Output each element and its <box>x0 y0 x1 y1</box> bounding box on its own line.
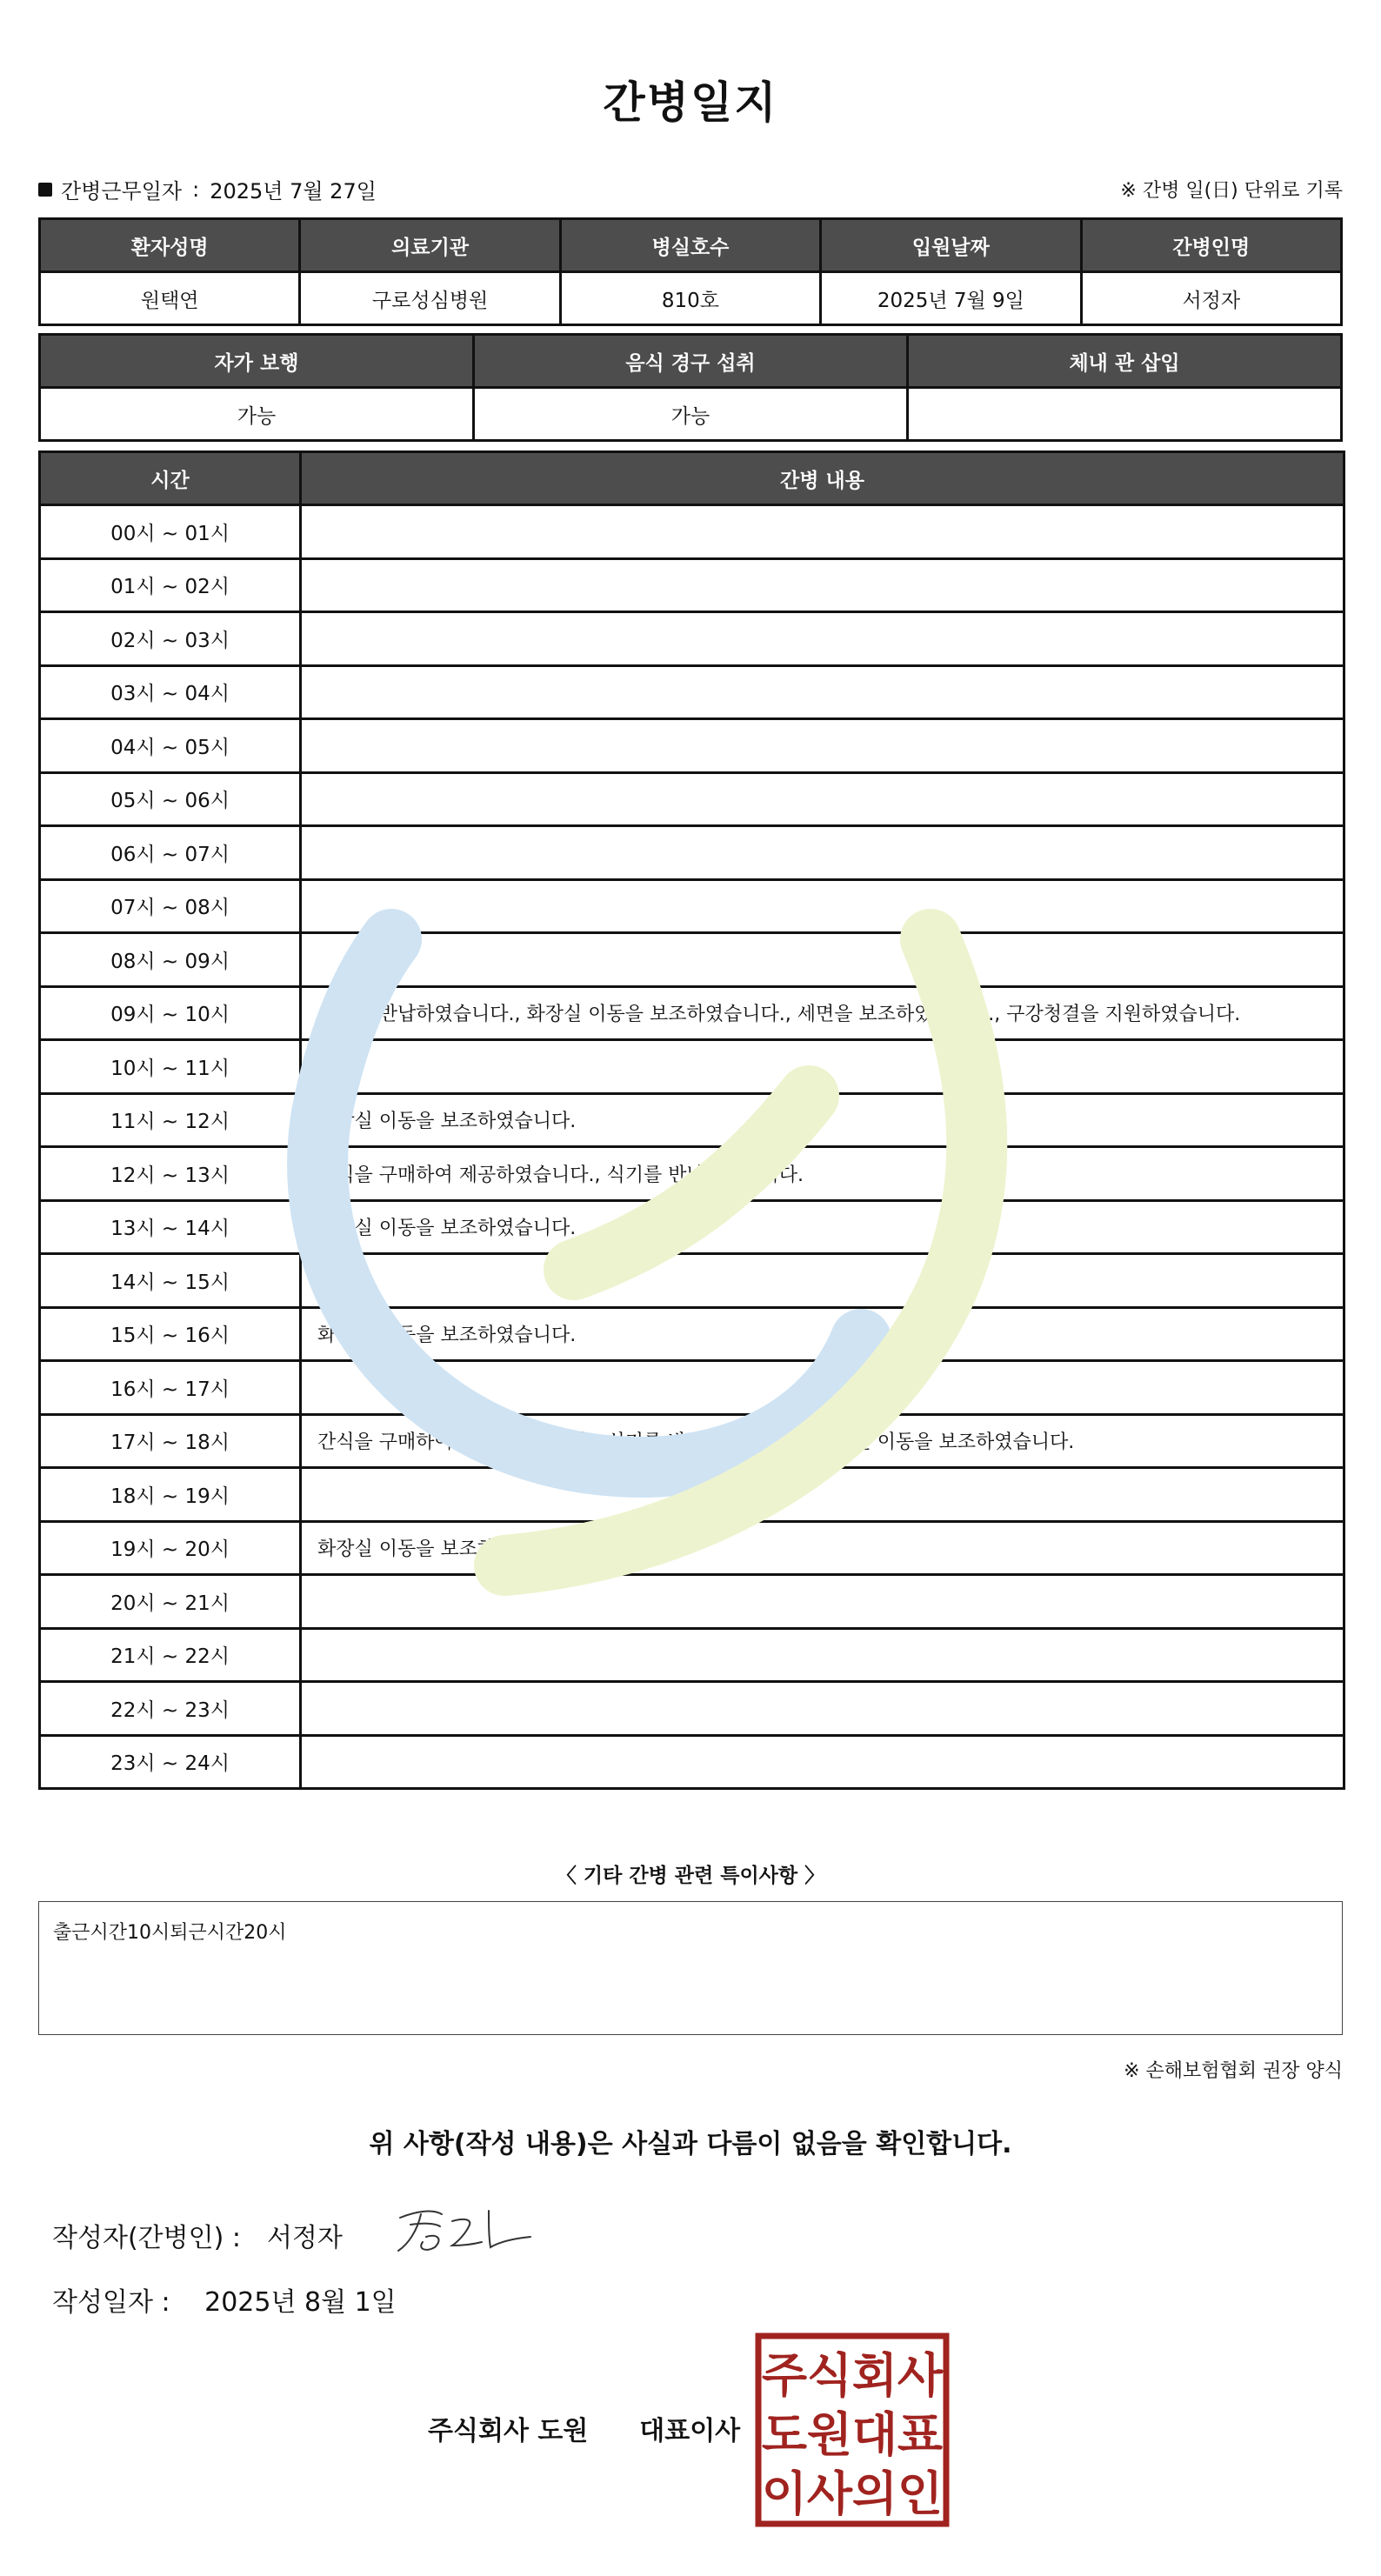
schedule-time: 05시 ~ 06시 <box>40 772 301 826</box>
schedule-time: 23시 ~ 24시 <box>40 1735 301 1789</box>
patient-status-header-row <box>40 335 1342 388</box>
written-date-value: 2025년 8월 1일 <box>204 2287 397 2318</box>
schedule-content <box>301 826 1344 880</box>
schedule-row <box>40 612 1344 666</box>
seal-character: 주 <box>761 2348 808 2403</box>
schedule-row <box>40 772 1344 826</box>
schedule-body <box>40 505 1344 1789</box>
work-date-separator: : <box>192 177 200 202</box>
schedule-row <box>40 665 1344 719</box>
patient-name: 원택연 <box>40 272 300 325</box>
schedule-time: 04시 ~ 05시 <box>40 719 301 773</box>
schedule-row <box>40 1307 1344 1361</box>
handwritten-signature-icon <box>391 2199 539 2259</box>
schedule-time: 09시 ~ 10시 <box>40 986 301 1040</box>
schedule-time: 11시 ~ 12시 <box>40 1093 301 1147</box>
written-date-row <box>52 2280 397 2319</box>
schedule-content <box>301 933 1344 987</box>
record-unit-note: ※ 간병 일(日) 단위로 기록 <box>1120 180 1343 202</box>
header-self-walking: 자가 보행 <box>40 335 474 388</box>
schedule-row <box>40 1468 1344 1522</box>
schedule-content <box>301 1682 1344 1736</box>
schedule-time: 18시 ~ 19시 <box>40 1468 301 1522</box>
schedule-row <box>40 879 1344 933</box>
schedule-row <box>40 719 1344 773</box>
schedule-row <box>40 1361 1344 1415</box>
schedule-row <box>40 1682 1344 1736</box>
room-number: 810호 <box>560 272 820 325</box>
company-seal-stamp-icon <box>755 2332 950 2527</box>
schedule-content <box>301 558 1344 612</box>
self-walking-value: 가능 <box>40 388 474 441</box>
schedule-row <box>40 933 1344 987</box>
schedule-content <box>301 1628 1344 1682</box>
schedule-time: 22시 ~ 23시 <box>40 1682 301 1736</box>
seal-character: 사 <box>897 2348 944 2403</box>
schedule-content <box>301 612 1344 666</box>
schedule-content: 간식을 구매하여 제공하였습니다., 식기를 반납하였습니다. <box>301 1147 1344 1201</box>
schedule-row <box>40 1575 1344 1629</box>
schedule-time: 20시 ~ 21시 <box>40 1575 301 1629</box>
hospital: 구로성심병원 <box>300 272 560 325</box>
patient-status-table <box>38 333 1343 442</box>
seal-character: 사 <box>806 2466 853 2521</box>
writer-label: 작성자(간병인) : <box>52 2223 241 2253</box>
special-notes-content: 출근시간10시퇴근시간20시 <box>53 1922 287 1944</box>
schedule-time: 12시 ~ 13시 <box>40 1147 301 1201</box>
written-date-label: 작성일자 : <box>52 2287 170 2318</box>
schedule-time: 17시 ~ 18시 <box>40 1414 301 1468</box>
writer-row <box>52 2216 343 2254</box>
seal-character: 원 <box>806 2407 853 2462</box>
schedule-time: 15시 ~ 16시 <box>40 1307 301 1361</box>
schedule-header-row <box>40 452 1344 505</box>
schedule-row <box>40 558 1344 612</box>
schedule-row <box>40 1200 1344 1254</box>
writer-name: 서정자 <box>266 2223 343 2253</box>
schedule-time: 08시 ~ 09시 <box>40 933 301 987</box>
oral-intake-value: 가능 <box>474 388 908 441</box>
schedule-time: 10시 ~ 11시 <box>40 1040 301 1094</box>
schedule-time: 13시 ~ 14시 <box>40 1200 301 1254</box>
header-room-number: 병실호수 <box>560 219 820 272</box>
schedule-content <box>301 665 1344 719</box>
tube-insertion-value <box>908 388 1342 441</box>
confirmation-statement: 위 사항(작성 내용)은 사실과 다름이 없음을 확인합니다. <box>369 2129 1012 2159</box>
schedule-row <box>40 1735 1344 1789</box>
schedule-time: 01시 ~ 02시 <box>40 558 301 612</box>
schedule-row <box>40 1254 1344 1308</box>
header-caregiver-name: 간병인명 <box>1081 219 1341 272</box>
patient-info-value-row <box>40 272 1342 325</box>
schedule-time: 03시 ~ 04시 <box>40 665 301 719</box>
schedule-row <box>40 505 1344 559</box>
caregiver-name: 서정자 <box>1081 272 1341 325</box>
schedule-time: 16시 ~ 17시 <box>40 1361 301 1415</box>
patient-status-value-row <box>40 388 1342 441</box>
schedule-row <box>40 1147 1344 1201</box>
care-schedule-table <box>38 450 1345 1790</box>
schedule-content: 식기를 반납하였습니다., 화장실 이동을 보조하였습니다., 세면을 보조하였습니다., 구강청결을 지원하였습니다. <box>301 986 1344 1040</box>
schedule-content <box>301 772 1344 826</box>
seal-character: 의 <box>851 2466 898 2521</box>
schedule-content <box>301 1735 1344 1789</box>
schedule-time: 21시 ~ 22시 <box>40 1628 301 1682</box>
schedule-time: 14시 ~ 15시 <box>40 1254 301 1308</box>
bullet-square-icon <box>38 183 52 197</box>
schedule-content: 화장실 이동을 보조하였습니다. <box>301 1521 1344 1575</box>
schedule-content: 화장실 이동을 보조하였습니다. <box>301 1093 1344 1147</box>
schedule-content <box>301 505 1344 559</box>
header-hospital: 의료기관 <box>300 219 560 272</box>
seal-character: 인 <box>897 2466 944 2521</box>
schedule-row <box>40 1521 1344 1575</box>
schedule-time: 07시 ~ 08시 <box>40 879 301 933</box>
header-admission-date: 입원날짜 <box>821 219 1081 272</box>
admission-date: 2025년 7월 9일 <box>821 272 1081 325</box>
page-title: 간병일지 <box>603 77 778 128</box>
schedule-content: 간식을 구매하여 제공하였습니다., 식기를 반납하였습니다., 화장실 이동을 보조하였습니다. <box>301 1414 1344 1468</box>
schedule-content <box>301 1040 1344 1094</box>
seal-character: 회 <box>851 2348 898 2403</box>
schedule-row <box>40 986 1344 1040</box>
recommend-note: ※ 손해보험협회 권장 양식 <box>1124 2060 1343 2082</box>
schedule-content <box>301 1254 1344 1308</box>
schedule-content <box>301 879 1344 933</box>
seal-character: 식 <box>806 2348 853 2403</box>
schedule-row <box>40 1093 1344 1147</box>
header-tube-insertion: 체내 관 삽입 <box>908 335 1342 388</box>
schedule-row <box>40 1040 1344 1094</box>
patient-info-table <box>38 217 1343 326</box>
schedule-content <box>301 1361 1344 1415</box>
schedule-time: 02시 ~ 03시 <box>40 612 301 666</box>
work-date <box>38 174 377 204</box>
schedule-time: 19시 ~ 20시 <box>40 1521 301 1575</box>
schedule-content: 화장실 이동을 보조하였습니다. <box>301 1307 1344 1361</box>
schedule-content <box>301 719 1344 773</box>
seal-character: 대 <box>851 2407 898 2462</box>
company-title: 대표이사 <box>639 2416 741 2446</box>
header-oral-intake: 음식 경구 섭취 <box>474 335 908 388</box>
work-date-value: 2025년 7월 27일 <box>210 179 377 204</box>
schedule-content <box>301 1468 1344 1522</box>
schedule-row <box>40 826 1344 880</box>
schedule-time: 06시 ~ 07시 <box>40 826 301 880</box>
schedule-content: 화장실 이동을 보조하였습니다. <box>301 1200 1344 1254</box>
special-notes-box <box>38 1901 1343 2035</box>
schedule-row <box>40 1414 1344 1468</box>
special-notes-title: 〈 기타 간병 관련 특이사항 〉 <box>556 1865 825 1887</box>
schedule-row <box>40 1628 1344 1682</box>
seal-character: 표 <box>897 2407 944 2462</box>
work-date-label: 간병근무일자 <box>61 179 183 204</box>
schedule-content <box>301 1575 1344 1629</box>
company-signoff <box>428 2409 740 2447</box>
header-care-content: 간병 내용 <box>301 452 1344 505</box>
seal-character: 이 <box>761 2466 808 2521</box>
schedule-time: 00시 ~ 01시 <box>40 505 301 559</box>
patient-info-header-row <box>40 219 1342 272</box>
header-time: 시간 <box>40 452 301 505</box>
header-patient-name: 환자성명 <box>40 219 300 272</box>
company-name: 주식회사 도원 <box>428 2416 589 2446</box>
seal-character: 도 <box>761 2407 808 2462</box>
